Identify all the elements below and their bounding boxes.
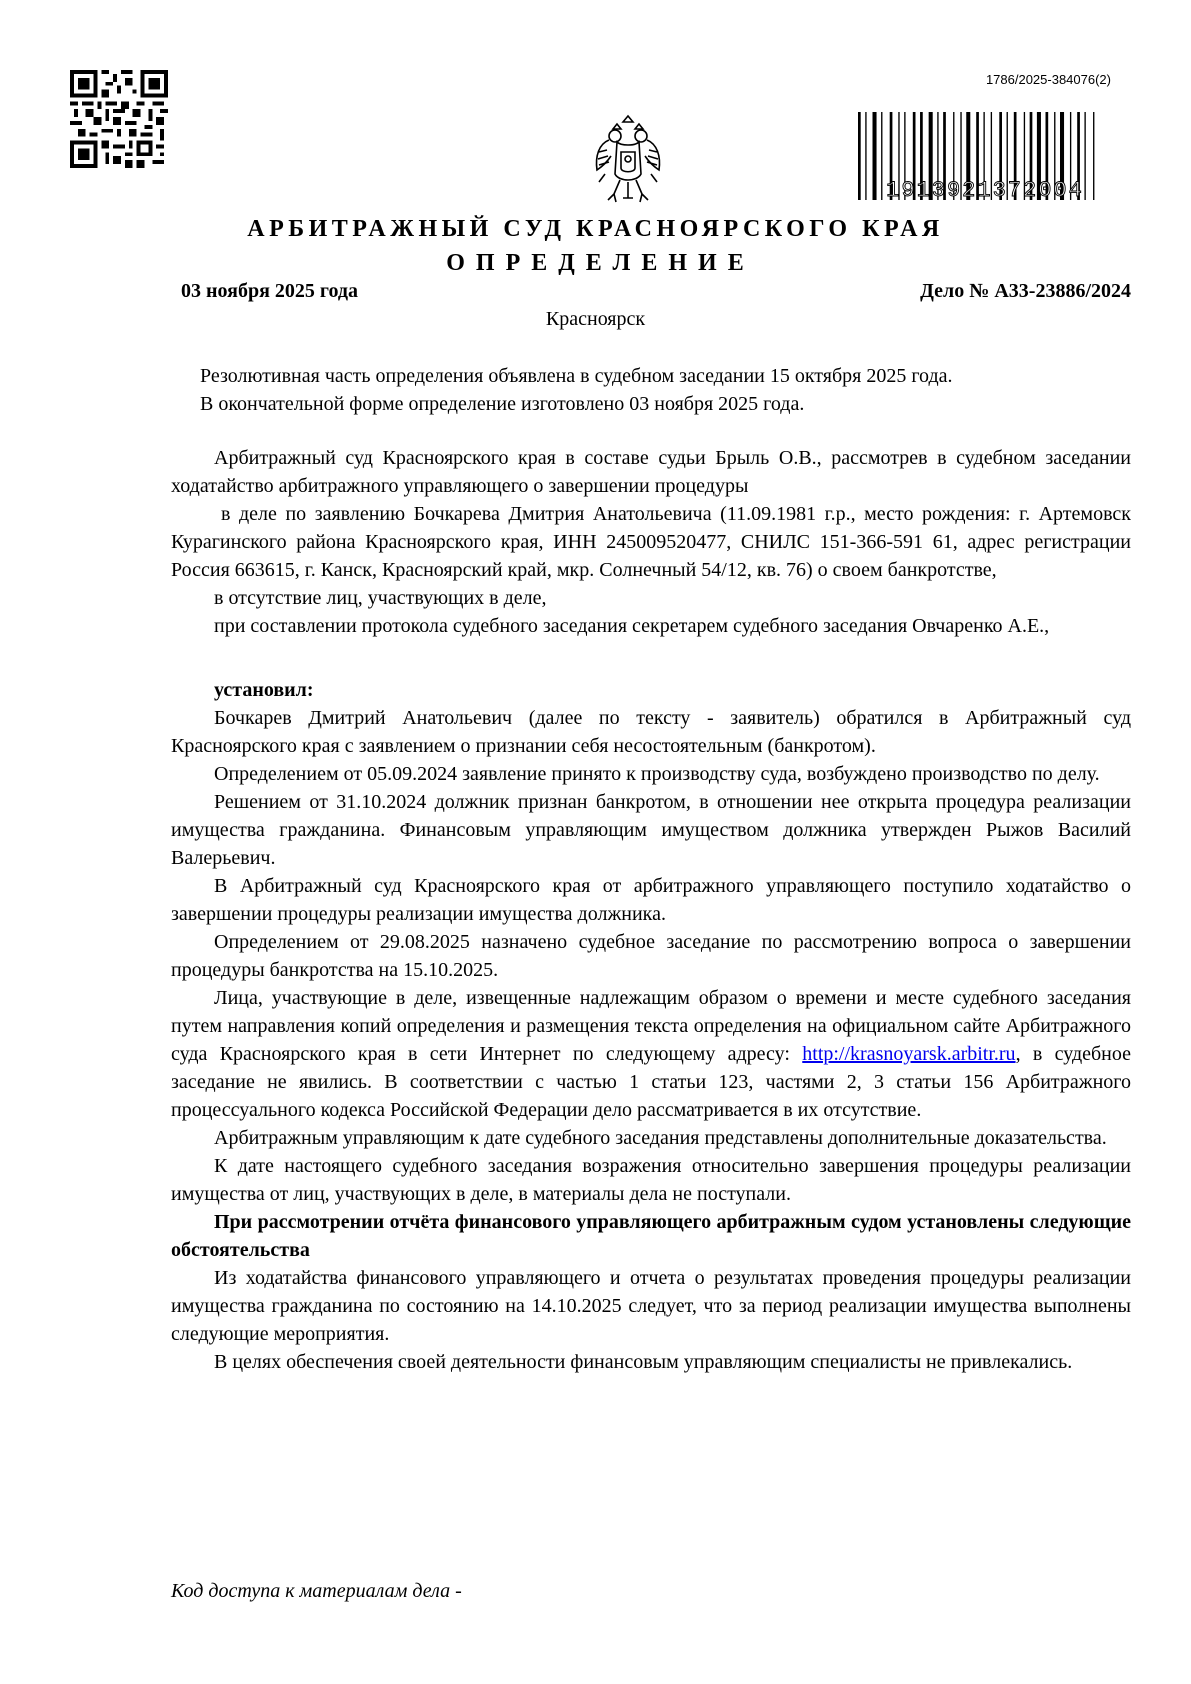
barcode-digits: 1913921372004 (886, 178, 1084, 200)
barcode-bar (1093, 112, 1094, 200)
paragraph: Арбитражный суд Красноярского края в составе судьи Брыль О.В., рассмотрев в судебном заседании ходатайство арбитражного управляющего о завершении процедуры (171, 447, 1131, 497)
intro-line-1: Резолютивная часть определения объявлена в судебном заседании 15 октября 2025 года. (200, 365, 953, 387)
paragraph: Арбитражным управляющим к дате судебного заседания представлены дополнительные доказательства. (214, 1127, 1107, 1149)
document-number: 1786/2025-384076(2) (985, 72, 1111, 87)
qr-code-icon (70, 70, 168, 168)
court-name: АРБИТРАЖНЫЙ СУД КРАСНОЯРСКОГО КРАЯ (247, 216, 944, 242)
paragraph: Решением от 31.10.2024 должник признан банкротом, в отношении нее открыта процедура реализации имущества гражданина. Финансовым управляющим имуществом должника утвержден Рыжов Василий Валерьевич. (171, 791, 1131, 869)
paragraph: в деле по заявлению Бочкарева Дмитрия Анатольевича (11.09.1981 г.р., место рождения: г. Артемовск Курагинского района Красноярского края, ИНН 245009520477, СНИЛС 151-366-591 61, адрес регистрации Россия 663615, г. Канск, Красноярский край, мкр. Солнечный 54/12, кв. 76) о своем банкротстве, (171, 503, 1131, 581)
paragraph: при составлении протокола судебного заседания секретарем судебного заседания Овчаренко А.Е., (214, 615, 1050, 637)
paragraph: В Арбитражный суд Красноярского края от арбитражного управляющего поступило ходатайство о завершении процедуры реализации имущества должника. (171, 875, 1131, 925)
document-body (171, 444, 1131, 1376)
intro-block (200, 362, 953, 418)
barcode-bar (881, 112, 882, 200)
established-heading: установил: (214, 679, 314, 701)
circumstances-heading: При рассмотрении отчёта финансового управляющего арбитражным судом установлены следующие обстоятельства (171, 1211, 1131, 1261)
paragraph: В целях обеспечения своей деятельности финансовым управляющим специалисты не привлекались. (214, 1351, 1073, 1373)
paragraph: К дате настоящего судебного заседания возражения относительно завершения процедуры реализации имущества от лиц, участвующих в деле, в материалы дела не поступали. (171, 1155, 1131, 1205)
court-website-link[interactable]: http://krasnoyarsk.arbitr.ru (802, 1043, 1016, 1065)
paragraph: Из ходатайства финансового управляющего и отчета о результатах проведения процедуры реализации имущества гражданина по состоянию на 14.10.2025 следует, что за период реализации имущества выполнены следующие мероприятия. (171, 1267, 1131, 1345)
access-code-label: Код доступа к материалам дела - (171, 1580, 462, 1602)
document-type: ОПРЕДЕЛЕНИЕ (446, 250, 755, 276)
barcode-bar (858, 112, 861, 200)
document-date: 03 ноября 2025 года (181, 280, 359, 302)
paragraph: Бочкарев Дмитрий Анатольевич (далее по тексту - заявитель) обратился в Арбитражный суд Красноярского края с заявлением о признании себя несостоятельным (банкротом). (171, 707, 1131, 757)
paragraph (171, 984, 1131, 1124)
barcode-icon (858, 112, 1113, 200)
barcode-bar (1084, 112, 1085, 200)
barcode-bar (873, 112, 877, 200)
case-number: Дело № А33-23886/2024 (920, 280, 1131, 302)
paragraph: в отсутствие лиц, участвующих в деле, (214, 587, 547, 609)
paragraph-text: Лица, участвующие в деле, извещенные надлежащим образом о времени и месте судебного заседания путем направления копий определения и размещения текста определения на официальном сайте Арбитражного суда Красноярского края в сети Интернет по следующему адресу: (171, 987, 1131, 1065)
paragraph: Определением от 05.09.2024 заявление принято к производству суда, возбуждено производство по делу. (214, 763, 1100, 785)
paragraph-text: , в судебное заседание не явились. В соответствии с частью 1 статьи 123, частями 2, 3 статьи 156 Арбитражного процессуального кодекса Российской Федерации дело рассматривается в их отсутствие. (171, 1043, 1131, 1121)
court-emblem-icon (593, 112, 663, 210)
intro-line-2: В окончательной форме определение изготовлено 03 ноября 2025 года. (200, 393, 805, 415)
paragraph: Определением от 29.08.2025 назначено судебное заседание по рассмотрению вопроса о завершении процедуры банкротства на 15.10.2025. (171, 931, 1131, 981)
city: Красноярск (545, 308, 646, 330)
barcode-bar (865, 112, 866, 200)
